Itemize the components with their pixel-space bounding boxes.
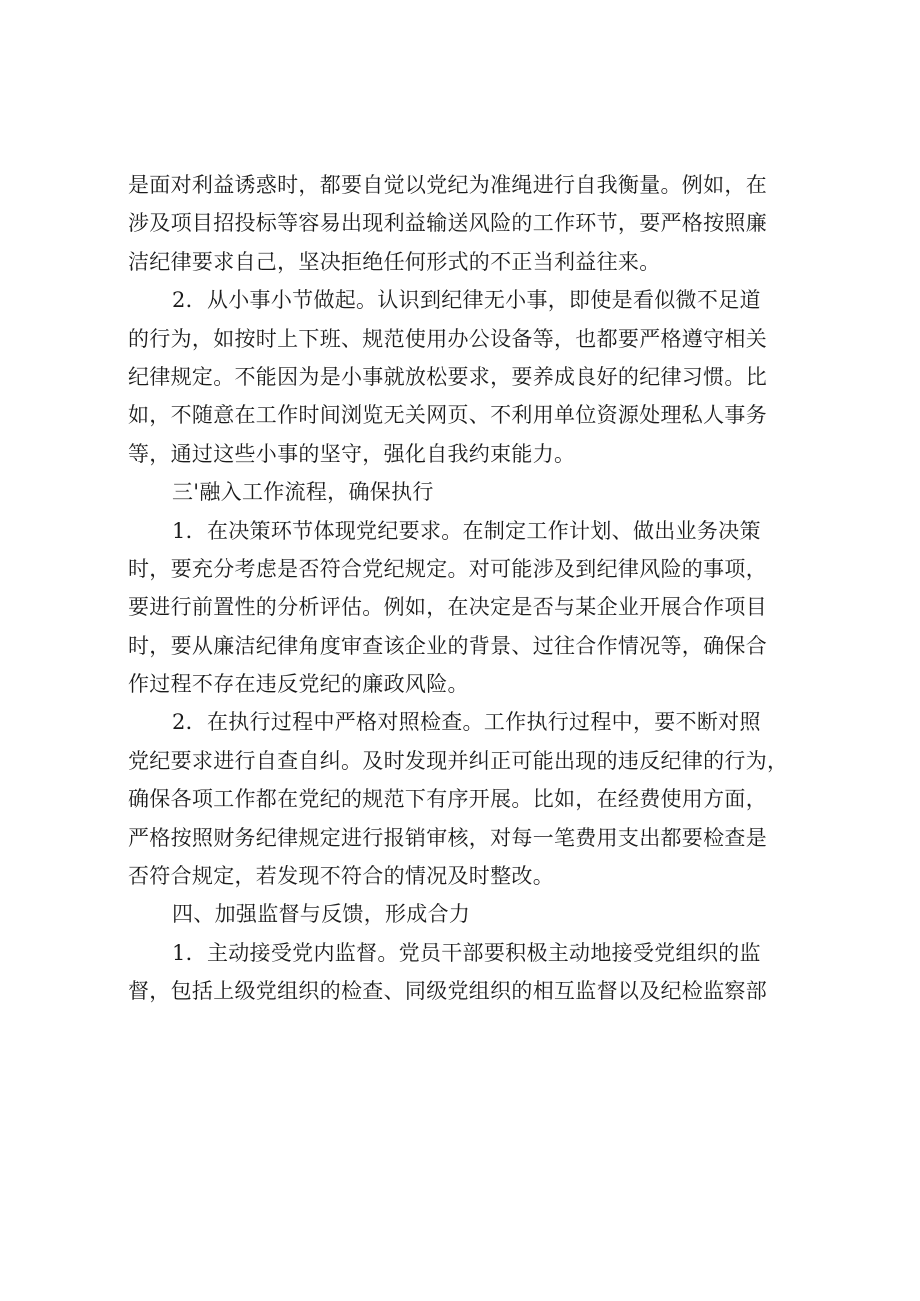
paragraph-line: 党纪要求进行自查自纠。及时发现并纠正可能出现的违反纪律的行为， xyxy=(128,748,789,773)
paragraph-line: 1．在决策环节体现党纪要求。在制定工作计划、做出业务决策 xyxy=(172,518,761,543)
paragraph-line: 的行为，如按时上下班、规范使用办公设备等，也都要严格遵守相关 xyxy=(128,326,767,351)
paragraph-line: 1．主动接受党内监督。党员干部要积极主动地接受党组织的监 xyxy=(172,940,761,965)
paragraph-line: 时，要从廉洁纪律角度审查该企业的背景、过往合作情况等，确保合 xyxy=(128,633,767,658)
paragraph-line: 督，包括上级党组织的检查、同级党组织的相互监督以及纪检监察部 xyxy=(128,979,767,1004)
paragraph-line: 如，不随意在工作时间浏览无关网页、不利用单位资源处理私人事务 xyxy=(128,403,767,428)
section-heading: 三'融入工作流程，确保执行 xyxy=(172,480,434,505)
paragraph-line: 要进行前置性的分析评估。例如，在决定是否与某企业开展合作项目 xyxy=(128,595,767,620)
paragraph-line: 洁纪律要求自己，坚决拒绝任何形式的不正当利益往来。 xyxy=(128,249,661,274)
paragraph-line: 作过程不存在违反党纪的廉政风险。 xyxy=(128,672,469,697)
paragraph-line: 2．从小事小节做起。认识到纪律无小事，即使是看似微不足道 xyxy=(172,288,761,313)
paragraph-line: 等，通过这些小事的坚守，强化自我约束能力。 xyxy=(128,441,576,466)
paragraph-line: 否符合规定，若发现不符合的情况及时整改。 xyxy=(128,864,554,889)
document-body xyxy=(128,166,828,1011)
paragraph-line: 严格按照财务纪律规定进行报销审核，对每一笔费用支出都要检查是 xyxy=(128,825,767,850)
paragraph-line: 2．在执行过程中严格对照检查。工作执行过程中，要不断对照 xyxy=(172,710,761,735)
paragraph-line: 是面对利益诱惑时，都要自觉以党纪为准绳进行自我衡量。例如，在 xyxy=(128,173,767,197)
paragraph-line: 确保各项工作都在党纪的规范下有序开展。比如，在经费使用方面， xyxy=(128,787,767,812)
paragraph-line: 涉及项目招投标等容易出现利益输送风险的工作环节，要严格按照廉 xyxy=(128,211,767,236)
paragraph-line: 纪律规定。不能因为是小事就放松要求，要养成良好的纪律习惯。比 xyxy=(128,364,767,389)
section-heading: 四、加强监督与反馈，形成合力 xyxy=(172,902,471,927)
paragraph-line: 时，要充分考虑是否符合党纪规定。对可能涉及到纪律风险的事项， xyxy=(128,556,767,581)
